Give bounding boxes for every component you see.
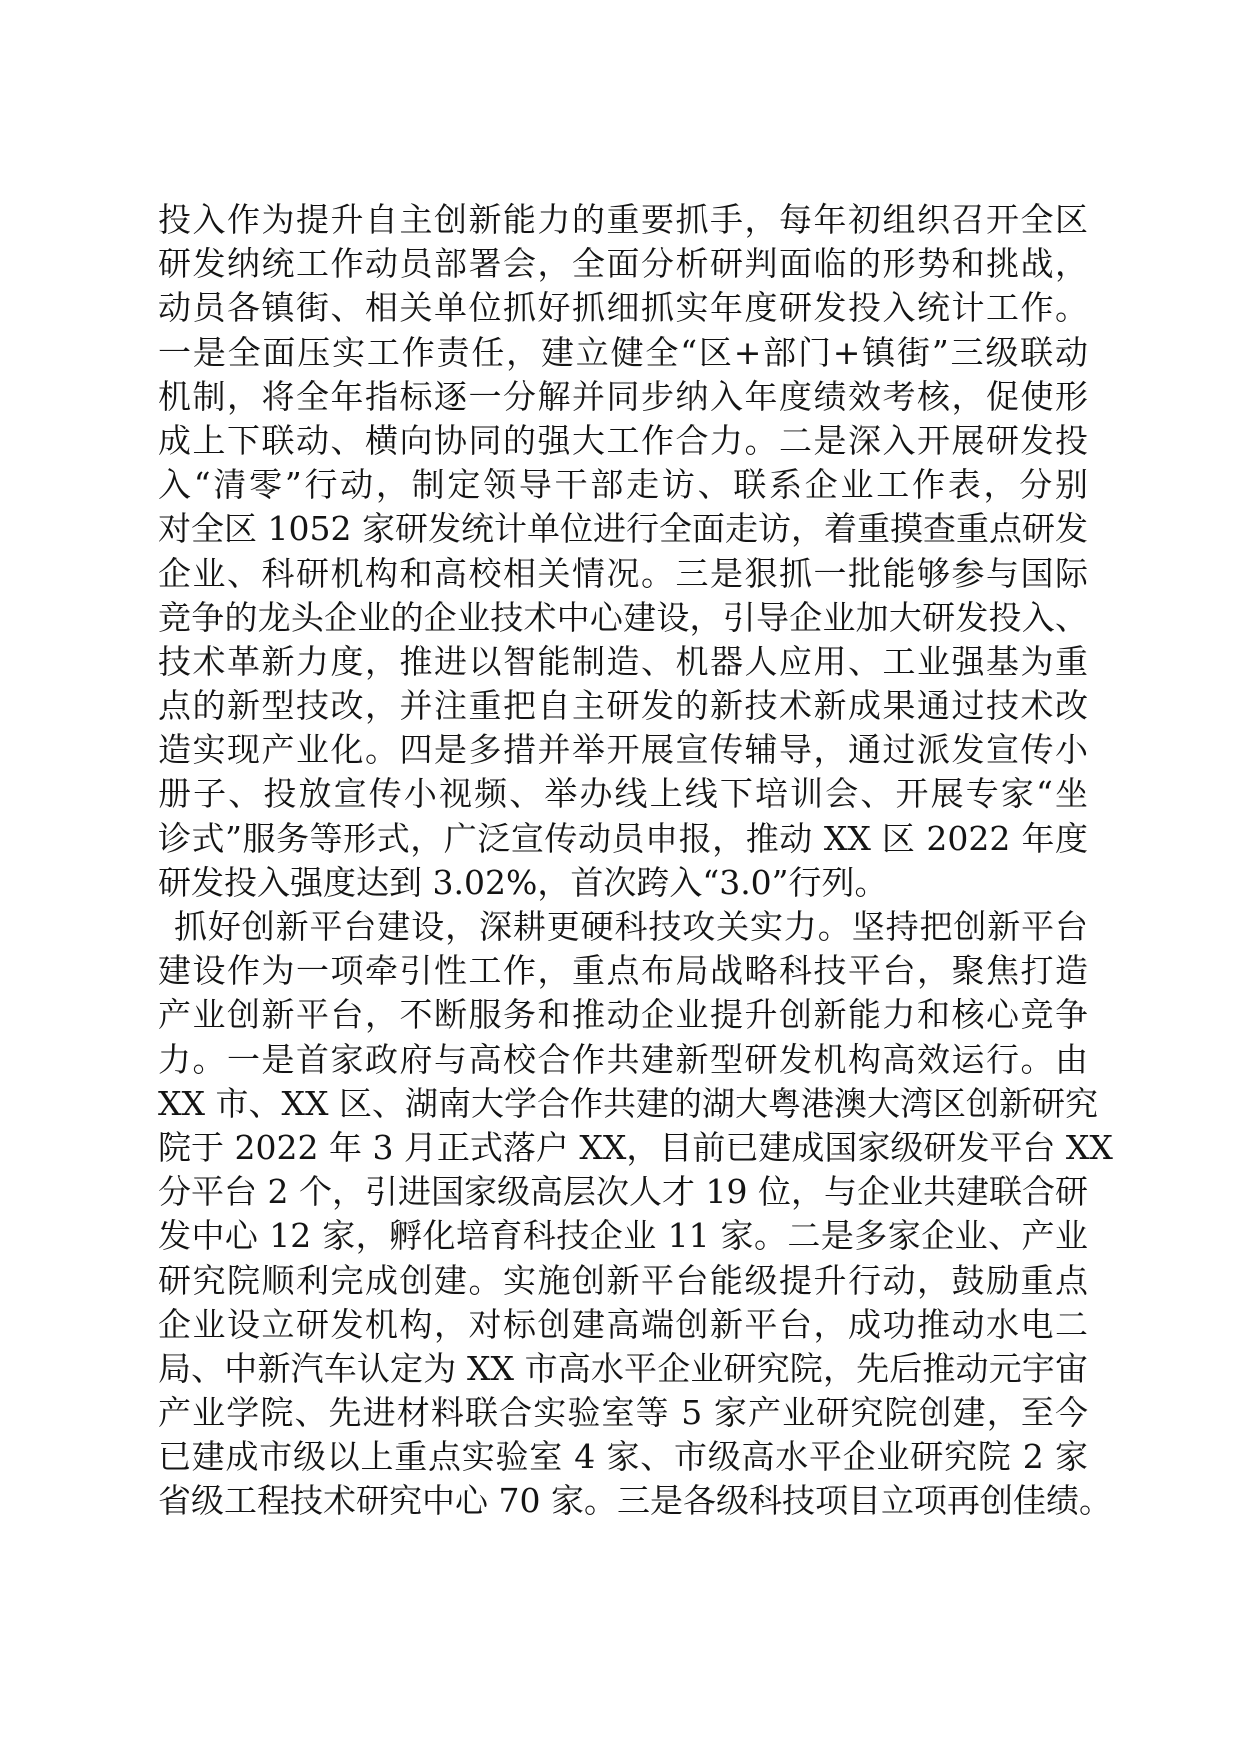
text-line: 机制，将全年指标逐一分解并同步纳入年度绩效考核，促使形 <box>158 376 1088 416</box>
text-line: 研究院顺利完成创建。实施创新平台能级提升行动，鼓励重点 <box>158 1260 1088 1300</box>
text-line: 点的新型技改，并注重把自主研发的新技术新成果通过技术改 <box>158 686 1088 726</box>
text-line: 动员各镇街、相关单位抓好抓细抓实年度研发投入统计工作。 <box>158 288 1088 328</box>
text-line: 力。一是首家政府与高校合作共建新型研发机构高效运行。由 <box>158 1039 1088 1079</box>
text-line: 研发纳统工作动员部署会，全面分析研判面临的形势和挑战， <box>158 244 1088 284</box>
text-line: 分平台 2 个，引进国家级高层次人才 19 位，与企业共建联合研 <box>158 1172 1088 1212</box>
text-line: 册子、投放宣传小视频、举办线上线下培训会、开展专家“坐 <box>158 774 1088 814</box>
text-line: 产业创新平台，不断服务和推动企业提升创新能力和核心竞争 <box>158 995 1088 1035</box>
text-line: 对全区 1052 家研发统计单位进行全面走访，着重摸查重点研发 <box>158 509 1088 549</box>
text-line: 建设作为一项牵引性工作，重点布局战略科技平台，聚焦打造 <box>158 951 1088 991</box>
text-line: XX 市、XX 区、湖南大学合作共建的湖大粤港澳大湾区创新研究 <box>158 1083 1098 1123</box>
text-line: 产业学院、先进材料联合实验室等 5 家产业研究院创建，至今 <box>158 1393 1088 1433</box>
text-line: 一是全面压实工作责任，建立健全“区+部门+镇街”三级联动 <box>158 332 1088 372</box>
text-line: 院于 2022 年 3 月正式落户 XX，目前已建成国家级研发平台 XX <box>158 1127 1113 1167</box>
text-line: 诊式”服务等形式，广泛宣传动员申报，推动 XX 区 2022 年度 <box>158 818 1088 858</box>
text-line: 投入作为提升自主创新能力的重要抓手，每年初组织召开全区 <box>158 200 1088 239</box>
text-line: 局、中新汽车认定为 XX 市高水平企业研究院，先后推动元宇宙 <box>158 1348 1088 1388</box>
text-line: 竞争的龙头企业的企业技术中心建设，引导企业加大研发投入、 <box>158 597 1088 637</box>
text-line: 成上下联动、横向协同的强大工作合力。二是深入开展研发投 <box>158 420 1088 460</box>
text-line: 研发投入强度达到 3.02%，首次跨入“3.0”行列。 <box>158 862 888 902</box>
text-line: 入“清零”行动，制定领导干部走访、联系企业工作表，分别 <box>158 465 1088 505</box>
text-line: 省级工程技术研究中心 70 家。三是各级科技项目立项再创佳绩。 <box>158 1481 1112 1521</box>
body-text <box>158 198 1113 1524</box>
text-line: 造实现产业化。四是多措并举开展宣传辅导，通过派发宣传小 <box>158 730 1088 770</box>
paragraph-heading-line: 抓好创新平台建设，深耕更硬科技攻关实力。坚持把创新平台 <box>174 907 1088 946</box>
text-line: 已建成市级以上重点实验室 4 家、市级高水平企业研究院 2 家 <box>158 1437 1088 1477</box>
text-line: 发中心 12 家，孵化培育科技企业 11 家。二是多家企业、产业 <box>158 1216 1088 1256</box>
text-line: 技术革新力度，推进以智能制造、机器人应用、工业强基为重 <box>158 641 1088 681</box>
text-line: 企业、科研机构和高校相关情况。三是狠抓一批能够参与国际 <box>158 553 1088 593</box>
text-line: 企业设立研发机构，对标创建高端创新平台，成功推动水电二 <box>158 1304 1088 1344</box>
